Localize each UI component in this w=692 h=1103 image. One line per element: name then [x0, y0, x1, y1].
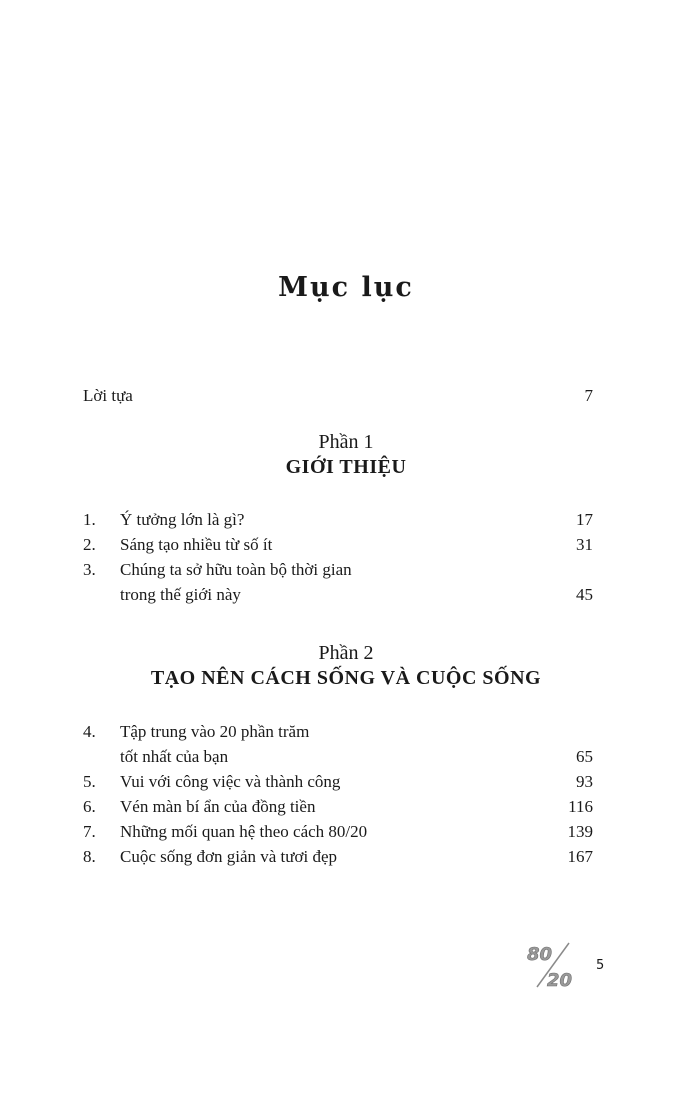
- page-title: Mục lục: [278, 272, 414, 303]
- toc-entry-label: Chúng ta sở hữu toàn bộ thời gian: [120, 560, 352, 579]
- toc-entry-label: Vén màn bí ẩn của đồng tiền: [120, 797, 316, 816]
- part-label: Phần 1: [318, 431, 374, 453]
- toc-entry-number: 7.: [83, 822, 96, 841]
- toc-entry-label-continued: trong thế giới này: [120, 585, 241, 604]
- toc-entry-number: 1.: [83, 510, 96, 529]
- eighty-twenty-logo: [525, 940, 577, 990]
- logo-bottom-number: 20: [547, 970, 573, 990]
- toc-entry-number: 8.: [83, 847, 96, 866]
- logo-top-number: 80: [527, 944, 553, 965]
- toc-entry-number: 6.: [83, 797, 96, 816]
- toc-entry-number: 4.: [83, 722, 96, 741]
- page-number: 5: [596, 958, 605, 973]
- part-title: GIỚI THIỆU: [285, 456, 407, 478]
- toc-entry-label: Tập trung vào 20 phần trăm: [120, 722, 310, 741]
- part-label: Phần 2: [318, 642, 374, 664]
- toc-entry-number: 2.: [83, 535, 96, 554]
- toc-entry-label-continued: tốt nhất của bạn: [120, 747, 229, 766]
- toc-entry-label: Cuộc sống đơn giản và tươi đẹp: [120, 847, 337, 866]
- toc-entry-label: Sáng tạo nhiều từ số ít: [120, 535, 273, 554]
- toc-entry-page: 45: [576, 585, 593, 604]
- toc-entry-page: 31: [576, 535, 593, 554]
- toc-entry-number: 5.: [83, 772, 96, 791]
- toc-entry-page: 7: [584, 386, 593, 405]
- toc-entry-page: 139: [567, 822, 593, 841]
- toc-entry-page: 17: [576, 510, 593, 529]
- toc-entry-page: 116: [568, 797, 593, 816]
- toc-entry-page: 167: [567, 847, 593, 866]
- toc-entry-page: 93: [576, 772, 593, 791]
- toc-entry-label: Ý tưởng lớn là gì?: [120, 510, 245, 529]
- part-title: TẠO NÊN CÁCH SỐNG VÀ CUỘC SỐNG: [150, 667, 542, 689]
- toc-entry-label: Lời tựa: [83, 386, 133, 405]
- toc-entry-label: Những mối quan hệ theo cách 80/20: [120, 822, 368, 841]
- toc-entry-number: 3.: [83, 560, 96, 579]
- toc-entry-label: Vui với công việc và thành công: [120, 772, 341, 791]
- toc-entry-page: 65: [576, 747, 593, 766]
